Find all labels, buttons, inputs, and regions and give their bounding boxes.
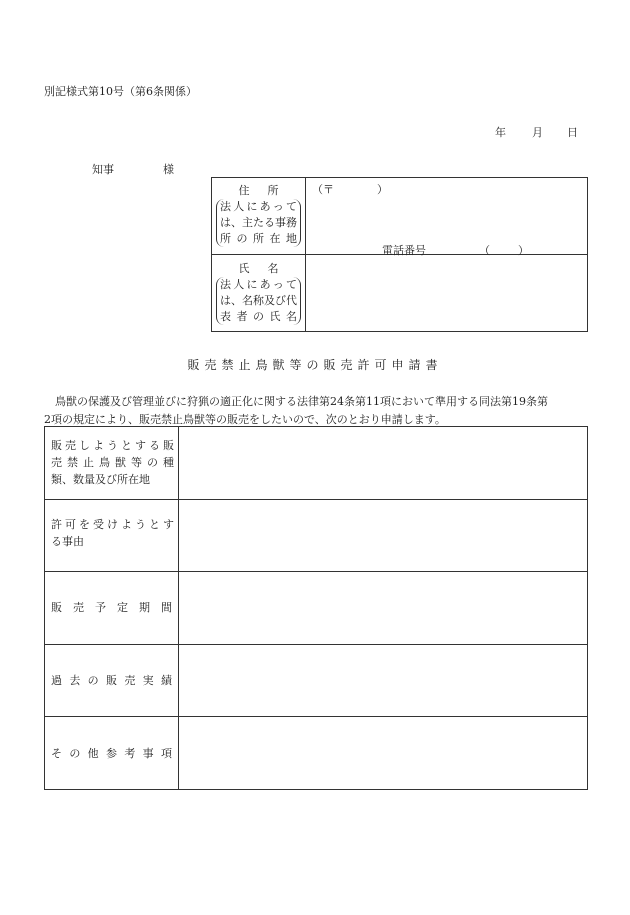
- application-statement: 鳥獣の保護及び管理並びに狩猟の適正化に関する法律第24条第11項において準用する同法第19条第 2項の規定により、販売禁止鳥獣等の販売をしたいので、次のとおり申請します。: [44, 395, 548, 426]
- name-label: 氏名: [238, 262, 297, 275]
- governor-label: 知事: [92, 163, 114, 176]
- phone-open: （: [479, 244, 490, 257]
- species-quantity-location-label: 販売しようとする販 売禁止鳥獣等の種 類、数量及び所在地: [45, 427, 179, 500]
- phone-label: 電話番号: [382, 244, 426, 257]
- table-row: [45, 644, 588, 717]
- honorific-label: 様: [163, 163, 174, 176]
- table-row: [45, 717, 588, 790]
- address-note: 法人にあって は、主たる事務 所の所在地: [216, 199, 301, 247]
- year-label: 年: [495, 126, 506, 139]
- other-reference-label: その他参考事項: [45, 717, 179, 790]
- form-number: 別記様式第10号（第6条関係）: [44, 85, 197, 98]
- postal-code-open: （〒: [312, 183, 334, 196]
- table-row: [45, 499, 588, 572]
- reason-field[interactable]: [179, 499, 588, 572]
- species-quantity-location-field[interactable]: [179, 427, 588, 500]
- address-label: 住所: [238, 184, 297, 197]
- reason-label: 許可を受けようとす る事由: [45, 499, 179, 572]
- application-details-table: [44, 426, 588, 790]
- past-sales-field[interactable]: [179, 644, 588, 717]
- applicant-table: [211, 177, 588, 332]
- sales-period-label: 販売予定期間: [45, 572, 179, 645]
- name-note: 法人にあって は、名称及び代 表者の氏名: [216, 277, 301, 325]
- postal-code-close: ）: [377, 183, 388, 196]
- table-row: [45, 427, 588, 500]
- past-sales-label: 過去の販売実績: [45, 644, 179, 717]
- name-label-cell: [212, 261, 305, 325]
- table-row: [45, 572, 588, 645]
- day-label: 日: [567, 126, 578, 139]
- sales-period-field[interactable]: [179, 572, 588, 645]
- phone-close: ）: [518, 244, 529, 257]
- month-label: 月: [532, 126, 543, 139]
- address-label-cell: [212, 183, 305, 247]
- other-reference-field[interactable]: [179, 717, 588, 790]
- form-title: 販売禁止鳥獣等の販売許可申請書: [187, 358, 443, 372]
